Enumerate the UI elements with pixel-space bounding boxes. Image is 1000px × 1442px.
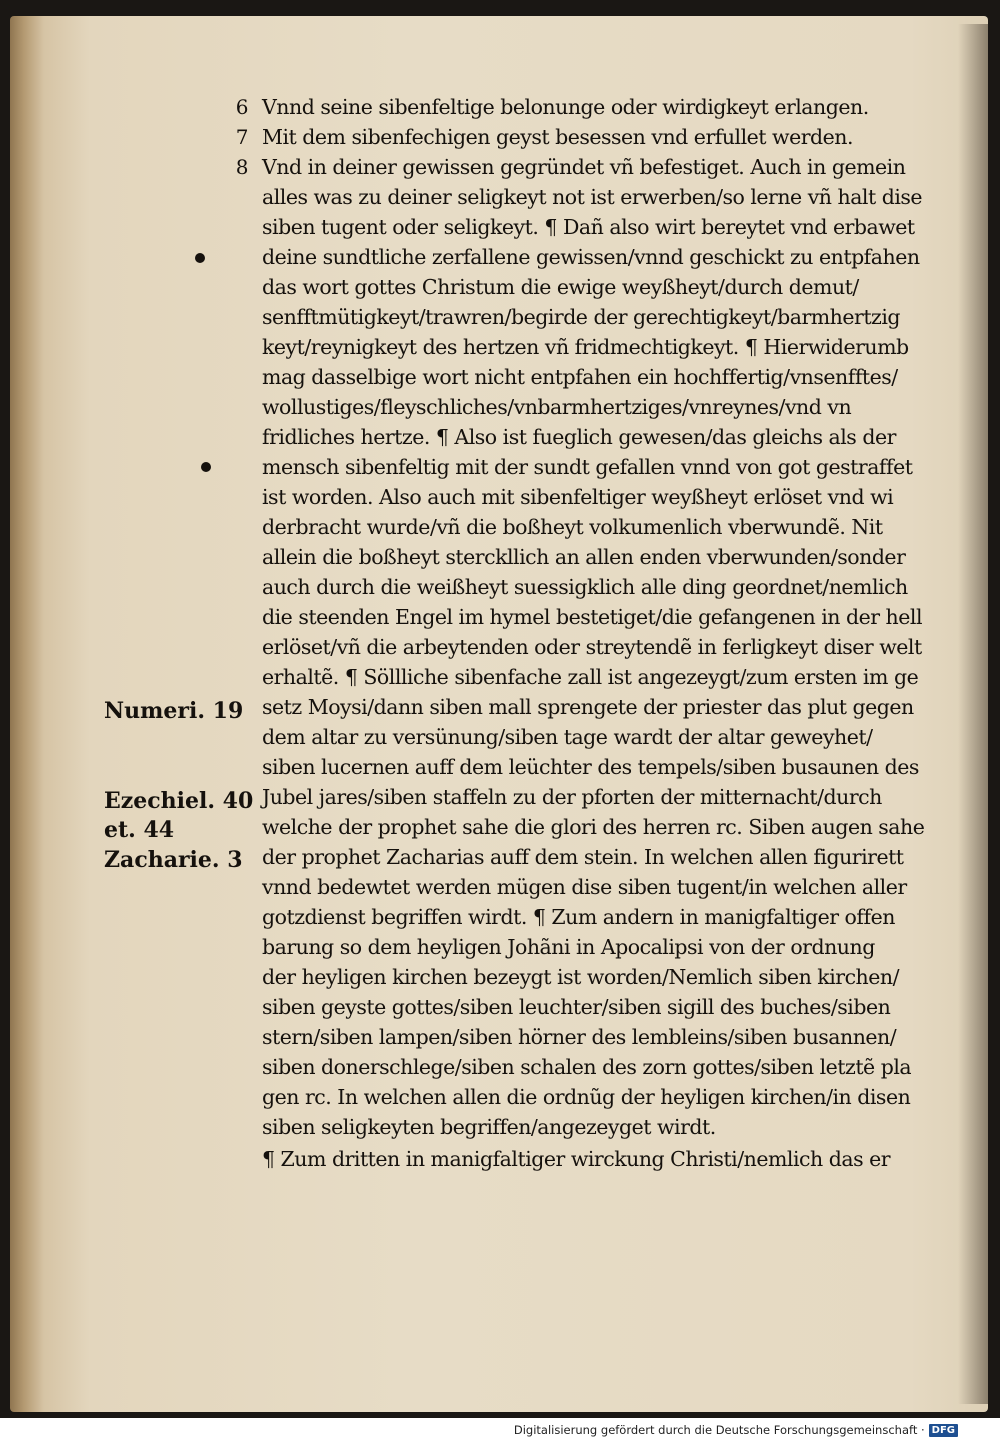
line-text: mensch sibenfeltig mit der sundt gefallen vnnd von got gestraffet [262,455,913,479]
footer-text: Digitalisierung gefördert durch die Deutsche Forschungsgemeinschaft · [513,1423,925,1437]
text-line [262,542,942,572]
dfg-logo: DFG [929,1424,958,1437]
line-number: 8 [235,155,248,179]
line-text: mag dasselbige wort nicht entpfahen ein hochffertig/vnsenfftes/ [262,365,898,389]
text-line [262,932,942,962]
text-line [262,992,942,1022]
text-line [262,392,942,422]
line-text: ¶ Zum dritten in manigfaltiger wirckung Christi/nemlich das er [262,1147,891,1171]
margin-note-ezechiel: Ezechiel. 40 [104,788,254,814]
margin-note-et44: et. 44 [104,817,175,843]
line-text: derbracht wurde/vñ die boßheyt volkumenlich vberwundẽ. Nit [262,515,883,539]
text-line [262,422,942,452]
margin-bullet-mark [201,462,211,472]
line-text: siben seligkeyten begriffen/angezeyget wirdt. [262,1115,716,1139]
line-text: vnnd bedewtet werden mügen dise siben tugent/in welchen aller [262,875,907,899]
footer-credit [514,1421,958,1439]
text-line [262,512,942,542]
line-text: siben lucernen auff dem leüchter des tempels/siben busaunen des [262,755,919,779]
line-text: der prophet Zacharias auff dem stein. In welchen allen figurirett [262,845,904,869]
text-line [262,872,942,902]
line-text: allein die boßheyt sterckllich an allen enden vberwunden/sonder [262,545,906,569]
line-text: gotzdienst begriffen wirdt. ¶ Zum andern in manigfaltiger offen [262,905,895,929]
text-line [262,242,942,272]
text-line [262,182,942,212]
text-line [262,1022,942,1052]
text-line [262,662,942,692]
text-line [262,602,942,632]
text-line [262,452,942,482]
line-text: Vnd in deiner gewissen gegründet vñ befestiget. Auch in gemein [262,155,906,179]
line-number: 6 [235,95,248,119]
line-text: senfftmütigkeyt/trawren/begirde der gerechtigkeyt/barmhertzig [262,305,901,329]
text-line [262,302,942,332]
text-line [262,692,942,722]
text-line [235,152,942,182]
text-line [262,272,942,302]
text-line [262,902,942,932]
line-number: 7 [235,125,248,149]
line-text: fridliches hertze. ¶ Also ist fueglich gewesen/das gleichs als der [262,425,896,449]
text-line [262,332,942,362]
text-line [262,482,942,512]
text-line [262,1112,942,1142]
line-text: ist worden. Also auch mit sibenfeltiger weyßheyt erlöset vnd wi [262,485,894,509]
text-line [262,1144,942,1174]
line-text: siben donerschlege/siben schalen des zorn gottes/siben letztẽ pla [262,1055,912,1079]
line-text: dem altar zu versünung/siben tage wardt der altar geweyhet/ [262,725,873,749]
text-line [262,632,942,662]
line-text: Jubel jares/siben staffeln zu der pforten der mitternacht/durch [262,785,882,809]
line-text: siben tugent oder seligkeyt. ¶ Dañ also wirt bereytet vnd erbawet [262,215,915,239]
body-text [235,92,942,1174]
line-text: gen rc. In welchen allen die ordnũg der heyligen kirchen/in disen [262,1085,911,1109]
text-line [262,212,942,242]
line-text: das wort gottes Christum die ewige weyßheyt/durch demut/ [262,275,859,299]
line-text: erlöset/vñ die arbeytenden oder streytendẽ in ferligkeyt diser welt [262,635,922,659]
text-line [262,752,942,782]
line-text: setz Moysi/dann siben mall sprengete der priester das plut gegen [262,695,914,719]
text-line [262,572,942,602]
text-line [262,722,942,752]
line-text: die steenden Engel im hymel bestetiget/die gefangenen in der hell [262,605,922,629]
line-text: wollustiges/fleyschliches/vnbarmhertziges/vnreynes/vnd vn [262,395,852,419]
line-text: auch durch die weißheyt suessigklich alle ding geordnet/nemlich [262,575,908,599]
line-text: keyt/reynigkeyt des hertzen vñ fridmechtigkeyt. ¶ Hierwiderumb [262,335,909,359]
line-text: der heyligen kirchen bezeygt ist worden/Nemlich siben kirchen/ [262,965,899,989]
text-line [262,962,942,992]
text-line [262,812,942,842]
text-line [262,1052,942,1082]
line-text: Mit dem sibenfechigen geyst besessen vnd erfullet werden. [262,125,853,149]
line-text: barung so dem heyligen Johãni in Apocalipsi von der ordnung [262,935,875,959]
text-line [262,1082,942,1112]
line-text: stern/siben lampen/siben hörner des lembleins/siben busannen/ [262,1025,897,1049]
line-text: alles was zu deiner seligkeyt not ist erwerben/so lerne vñ halt dise [262,185,923,209]
line-text: siben geyste gottes/siben leuchter/siben sigill des buches/siben [262,995,891,1019]
text-line [262,782,942,812]
margin-note-numeri: Numeri. 19 [104,698,244,724]
line-text: welche der prophet sahe die glori des herren rc. Siben augen sahe [262,815,925,839]
line-text: erhaltẽ. ¶ Söllliche sibenfache zall ist angezeygt/zum ersten im ge [262,665,919,689]
page-edge-shadow [958,24,988,1404]
text-line [235,122,942,152]
line-text: deine sundtliche zerfallene gewissen/vnnd geschickt zu entpfahen [262,245,920,269]
margin-note-zacharie: Zacharie. 3 [104,847,243,873]
text-line [262,362,942,392]
line-text: Vnnd seine sibenfeltige belonunge oder wirdigkeyt erlangen. [262,95,869,119]
text-line [262,842,942,872]
margin-bullet-mark [195,253,205,263]
text-line [235,92,942,122]
